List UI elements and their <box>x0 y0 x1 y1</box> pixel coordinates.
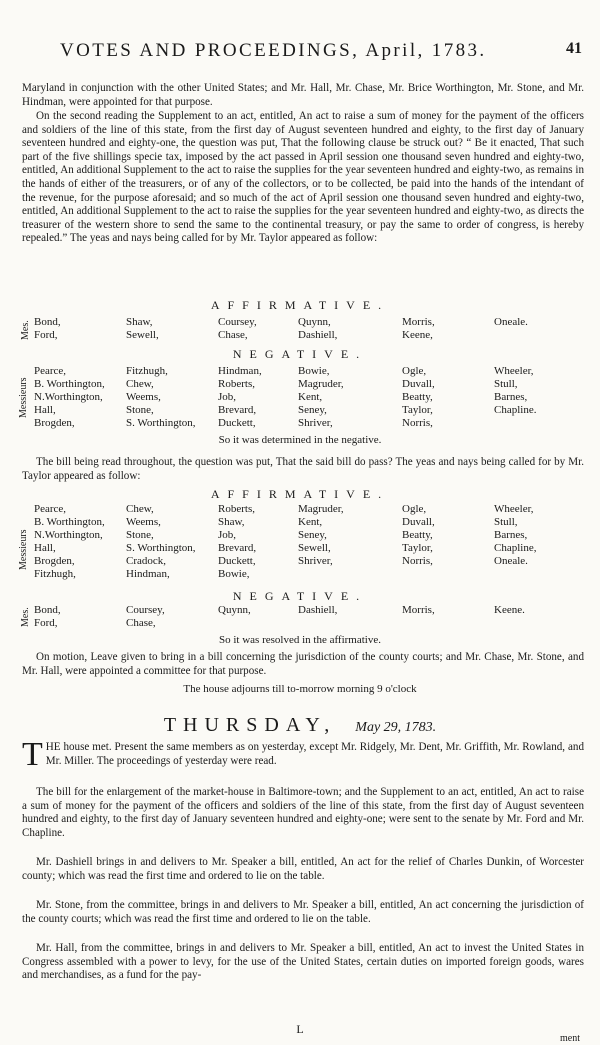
member-name: Barnes, <box>494 529 528 541</box>
member-name: Dashiell, <box>298 604 338 616</box>
house-met-text: HE house met. Present the same members as on yesterday, except Mr. Ridgely, Mr. Dent, Mr. Griffith, Mr. Rowland, and Mr. Miller. The proceedings of yesterday were read. <box>45 741 584 767</box>
member-name: Chapline, <box>494 542 537 554</box>
vote2-affirmative-label: Messieurs <box>18 529 29 570</box>
paragraph-house-met <box>22 736 584 773</box>
drop-cap: T <box>22 736 43 773</box>
member-name: Bond, <box>34 316 61 328</box>
running-header <box>60 40 582 68</box>
member-name: S. Worthington, <box>126 417 196 429</box>
member-name: Sewell, <box>126 329 159 341</box>
vote2-affirmative-heading: AFFIRMATIVE. <box>210 487 390 501</box>
member-name: Ford, <box>34 617 58 629</box>
member-name: B. Worthington, <box>34 378 105 390</box>
member-name: Stone, <box>126 529 154 541</box>
member-name: Seney, <box>298 404 327 416</box>
member-name: Beatty, <box>402 529 433 541</box>
member-name: Chase, <box>126 617 156 629</box>
member-name: Beatty, <box>402 391 433 403</box>
member-name: Duvall, <box>402 516 435 528</box>
member-name: Wheeler, <box>494 365 534 377</box>
member-name: Chase, <box>218 329 248 341</box>
member-name: Sewell, <box>298 542 331 554</box>
member-name: Pearce, <box>34 503 67 515</box>
member-name: Hindman, <box>218 365 262 377</box>
member-name: Brevard, <box>218 542 257 554</box>
signature-mark: L <box>296 1022 304 1036</box>
member-name: Fitzhugh, <box>34 568 76 580</box>
adjournment-line: The house adjourns till to-morrow morning 9 o'clock <box>183 683 417 695</box>
member-name: Hindman, <box>126 568 170 580</box>
member-name: Shriver, <box>298 555 333 567</box>
member-name: S. Worthington, <box>126 542 196 554</box>
member-name: Cradock, <box>126 555 167 567</box>
member-name: Hall, <box>34 542 56 554</box>
member-name: Ogle, <box>402 503 427 515</box>
paragraph-appointment: Maryland in conjunction with the other United States; and Mr. Hall, Mr. Chase, Mr. Brice Worthington, Mr. Stone, and Mr. Hindman, were appointed for that purpose. <box>22 82 584 108</box>
member-name: Roberts, <box>218 503 255 515</box>
member-name: Keene, <box>402 329 433 341</box>
member-name: Brogden, <box>34 417 75 429</box>
member-name: Brogden, <box>34 555 75 567</box>
vote1-result: So it was determined in the negative. <box>218 434 382 446</box>
member-name: Duckett, <box>218 417 256 429</box>
member-name: Stull, <box>494 378 518 390</box>
paragraph-bill-read: The bill being read throughout, the question was put, That the said bill do pass? The yeas and nays being called for by Mr. Taylor appeared as follow: <box>22 456 584 482</box>
paragraph-motion: On motion, Leave given to bring in a bill concerning the jurisdiction of the county courts; and Mr. Chase, Mr. Stone, and Mr. Hall, were appointed a committee for that purpose. <box>22 651 584 677</box>
member-name: Duckett, <box>218 555 256 567</box>
paragraph-stone: Mr. Stone, from the committee, brings in and delivers to Mr. Speaker a bill, entitled, An act concerning the jurisdiction of the county courts; which was read the first time and ordered to lie on the table. <box>22 899 584 925</box>
member-name: Dashiell, <box>298 329 338 341</box>
member-name: Bowie, <box>218 568 250 580</box>
member-name: Quynn, <box>218 604 251 616</box>
header-title: VOTES AND PROCEEDINGS, April, 1783. <box>60 40 487 61</box>
member-name: Pearce, <box>34 365 67 377</box>
vote1-affirmative-label: Mes. <box>20 320 31 340</box>
member-name: Norris, <box>402 417 433 429</box>
member-name: Fitzhugh, <box>126 365 168 377</box>
member-name: Bowie, <box>298 365 330 377</box>
vote1-affirmative-heading: AFFIRMATIVE. <box>210 298 390 312</box>
member-name: Norris, <box>402 555 433 567</box>
member-name: Ford, <box>34 329 58 341</box>
member-name: Morris, <box>402 316 435 328</box>
member-name: Magruder, <box>298 378 344 390</box>
member-name: Stull, <box>494 516 518 528</box>
member-name: Magruder, <box>298 503 344 515</box>
member-name: Ogle, <box>402 365 427 377</box>
paragraph-dashiell: Mr. Dashiell brings in and delivers to Mr. Speaker a bill, entitled, An act for the relief of Charles Dunkin, of Worcester county; which was read the first time and ordered to lie on the table. <box>22 856 584 882</box>
member-name: Coursey, <box>218 316 257 328</box>
vote2-result: So it was resolved in the affirmative. <box>218 634 381 646</box>
member-name: B. Worthington, <box>34 516 105 528</box>
paragraph-second-reading: On the second reading the Supplement to an act, entitled, An act to raise a sum of money for the payment of the officers and soldiers of the line of this state, from the first day of August seventeen hundred and eighty, to the first day of January seventeen hundred and eighty-one, the question was put, That the following clause be struck out? “ Be it enacted, That such part of the five shillings specie tax, imposed by the act passed in April session one thousand seven hundred and eighty-two, entitled, An additional Supplement to the act to raise the supplies for the year seventeen hundred and eighty-two, as remains in the hands of either of the treasurers, or of any of the collectors, or to be collected, be paid into the hands of the intendant of the revenue, for the purpose aforesaid; and so much of the act of April session one thousand seven hundred and eighty-two, entitled, An additional Supplement to the act to raise the supplies for the year seventeen hundred and eighty-two, as directs the treasurer of the western shore to send the same to the continental treasury, or pay the same to order of congress, is hereby repealed.” The yeas and nays being called for by Mr. Taylor appeared as follow: <box>22 110 584 245</box>
member-name: Chapline. <box>494 404 537 416</box>
member-name: Stone, <box>126 404 154 416</box>
paragraph-market-house: The bill for the enlargement of the market-house in Baltimore-town; and the Supplement to an act, entitled, An act to raise a sum of money for the payment of the officers and soldiers of the line of this state, from the first day of August seventeen hundred and eighty, to the first day of January seventeen hundred and eighty-one; were sent to the senate by Mr. Ford and Mr. Chapline. <box>22 786 584 839</box>
member-name: Shaw, <box>126 316 153 328</box>
member-name: Coursey, <box>126 604 165 616</box>
day-heading <box>0 714 600 737</box>
member-name: Bond, <box>34 604 61 616</box>
member-name: Shaw, <box>218 516 245 528</box>
member-name: Seney, <box>298 529 327 541</box>
vote1-negative-label: Messieurs <box>18 377 29 418</box>
member-name: Morris, <box>402 604 435 616</box>
member-name: Quynn, <box>298 316 331 328</box>
member-name: Kent, <box>298 516 323 528</box>
member-name: Weems, <box>126 516 161 528</box>
vote2-negative-label: Mes. <box>20 607 31 627</box>
member-name: Hall, <box>34 404 56 416</box>
member-name: Taylor, <box>402 404 433 416</box>
paragraph-hall: Mr. Hall, from the committee, brings in and delivers to Mr. Speaker a bill, entitled, An act to invest the United States in Congress assembled with a power to levy, for the use of the United States, certain duties on imported foreign goods, wares and merchandises, as a fund for the pay- <box>22 942 584 982</box>
member-name: Brevard, <box>218 404 257 416</box>
member-name: Kent, <box>298 391 323 403</box>
member-name: Shriver, <box>298 417 333 429</box>
day-heading-word: THURSDAY, <box>163 714 337 736</box>
member-name: N.Worthington, <box>34 529 103 541</box>
member-name: N.Worthington, <box>34 391 103 403</box>
member-name: Job, <box>218 391 237 403</box>
catchword: ment <box>560 1033 580 1044</box>
member-name: Wheeler, <box>494 503 534 515</box>
vote1-negative-heading: NEGATIVE. <box>232 347 368 361</box>
vote2-negative-heading: NEGATIVE. <box>232 589 368 603</box>
page-number: 41 <box>566 40 582 57</box>
member-name: Weems, <box>126 391 161 403</box>
member-name: Duvall, <box>402 378 435 390</box>
member-name: Roberts, <box>218 378 255 390</box>
member-name: Job, <box>218 529 237 541</box>
member-name: Oneale. <box>494 555 528 567</box>
member-name: Chew, <box>126 503 154 515</box>
member-name: Taylor, <box>402 542 433 554</box>
member-name: Keene. <box>494 604 525 616</box>
member-name: Oneale. <box>494 316 528 328</box>
member-name: Barnes, <box>494 391 528 403</box>
member-name: Chew, <box>126 378 154 390</box>
day-heading-date: May 29, 1783. <box>355 720 437 735</box>
